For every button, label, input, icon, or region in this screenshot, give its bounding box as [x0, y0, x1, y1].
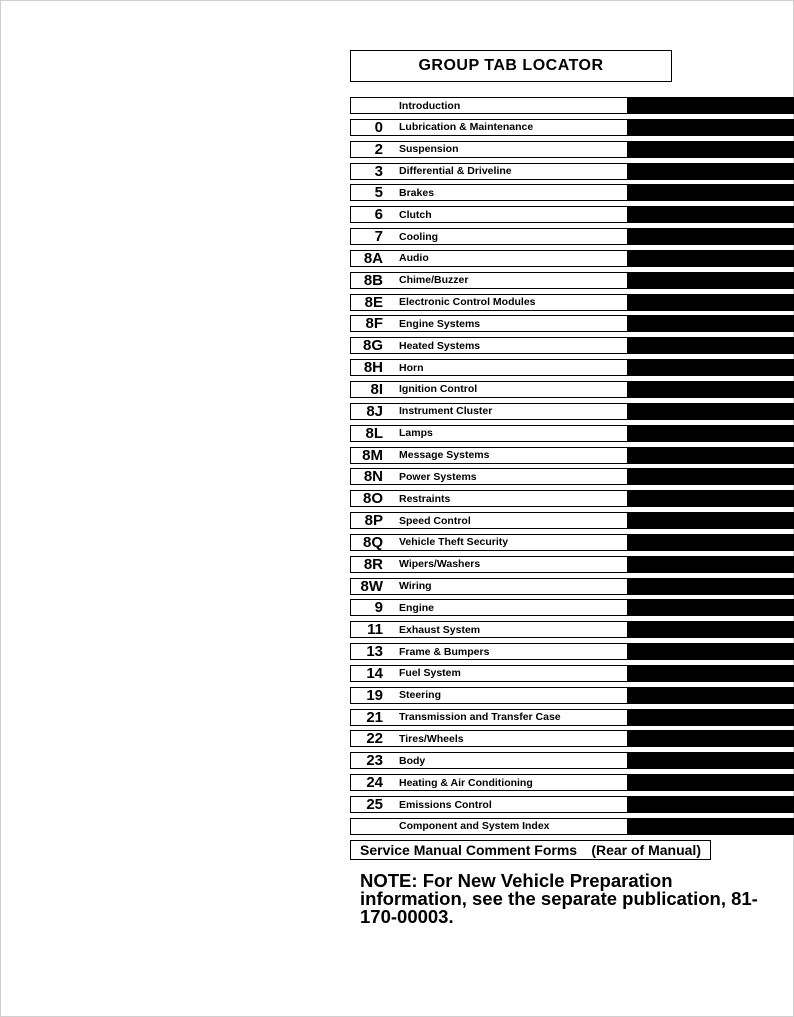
preparation-note: NOTE: For New Vehicle Preparation information, see the separate publication, 81-170-00003. — [360, 870, 758, 927]
group-tab-label-box[interactable] — [350, 294, 628, 311]
group-tab-row[interactable] — [350, 228, 794, 245]
group-tab-code: 22 — [366, 730, 383, 748]
group-tab-label: Brakes — [399, 186, 435, 199]
group-tab-row[interactable] — [350, 621, 794, 638]
page-title — [350, 50, 672, 82]
group-tab-label: Tires/Wheels — [399, 732, 464, 745]
group-tab-edge-marker — [628, 315, 794, 332]
group-tab-label: Component and System Index — [399, 820, 550, 833]
group-tab-label-box[interactable] — [350, 337, 628, 354]
group-tab-edge-marker — [628, 534, 794, 551]
group-tab-edge-marker — [628, 730, 794, 747]
group-tab-row[interactable] — [350, 184, 794, 201]
group-tab-row[interactable] — [350, 272, 794, 289]
group-tab-label: Steering — [399, 689, 442, 702]
group-tab-list — [350, 97, 794, 840]
group-tab-label-box[interactable] — [350, 818, 628, 835]
group-tab-label-box[interactable] — [350, 621, 628, 638]
group-tab-edge-marker — [628, 119, 794, 136]
group-tab-code: 6 — [374, 206, 383, 224]
group-tab-edge-marker — [628, 665, 794, 682]
group-tab-row[interactable] — [350, 206, 794, 223]
group-tab-row[interactable] — [350, 643, 794, 660]
group-tab-row[interactable] — [350, 250, 794, 267]
group-tab-label-box[interactable] — [350, 425, 628, 442]
group-tab-label-box[interactable] — [350, 228, 628, 245]
group-tab-edge-marker — [628, 709, 794, 726]
group-tab-row[interactable] — [350, 447, 794, 464]
group-tab-label: Instrument Cluster — [399, 405, 493, 418]
group-tab-code: 8M — [362, 446, 383, 464]
group-tab-label: Exhaust System — [399, 623, 481, 636]
group-tab-code: 9 — [374, 599, 383, 617]
group-tab-code: 24 — [366, 774, 383, 792]
group-tab-edge-marker — [628, 599, 794, 616]
group-tab-label-box[interactable] — [350, 599, 628, 616]
group-tab-label: Suspension — [399, 143, 459, 156]
group-tab-row[interactable] — [350, 119, 794, 136]
group-tab-label: Wiring — [399, 580, 432, 593]
group-tab-code: 7 — [374, 228, 383, 246]
group-tab-label-box[interactable] — [350, 752, 628, 769]
group-tab-label-box[interactable] — [350, 512, 628, 529]
group-tab-code: 5 — [374, 184, 383, 202]
group-tab-label-box[interactable] — [350, 381, 628, 398]
group-tab-edge-marker — [628, 206, 794, 223]
group-tab-label: Message Systems — [399, 449, 490, 461]
group-tab-label: Engine — [399, 601, 435, 614]
group-tab-edge-marker — [628, 163, 794, 180]
group-tab-code: 14 — [366, 664, 383, 682]
group-tab-row[interactable] — [350, 665, 794, 682]
group-tab-label-box[interactable] — [350, 556, 628, 573]
group-tab-edge-marker — [628, 774, 794, 791]
group-tab-label-box[interactable] — [350, 163, 628, 180]
group-tab-code: 8B — [363, 271, 383, 289]
group-tab-row[interactable] — [350, 359, 794, 376]
group-tab-label: Ignition Control — [399, 383, 478, 396]
group-tab-edge-marker — [628, 796, 794, 813]
group-tab-row[interactable] — [350, 534, 794, 551]
group-tab-label: Power Systems — [399, 470, 477, 483]
group-tab-code: 8E — [364, 293, 383, 311]
group-tab-code: 8G — [362, 337, 383, 355]
group-tab-code: 3 — [374, 162, 383, 180]
group-tab-edge-marker — [628, 403, 794, 420]
group-tab-row[interactable] — [350, 687, 794, 704]
page-title-text: GROUP TAB LOCATOR — [418, 57, 604, 74]
group-tab-label-box[interactable] — [350, 97, 628, 114]
group-tab-row[interactable] — [350, 141, 794, 158]
group-tab-code: 8I — [370, 380, 383, 398]
group-tab-label: Frame & Bumpers — [399, 645, 490, 658]
group-tab-row[interactable] — [350, 730, 794, 747]
group-tab-label: Engine Systems — [399, 317, 481, 330]
group-tab-code: 8W — [360, 577, 383, 595]
group-tab-label-box[interactable] — [350, 447, 628, 464]
group-tab-edge-marker — [628, 294, 794, 311]
group-tab-label-box[interactable] — [350, 665, 628, 682]
group-tab-label: Body — [399, 754, 426, 767]
group-tab-label-box[interactable] — [350, 578, 628, 595]
group-tab-label-box[interactable] — [350, 206, 628, 223]
group-tab-row[interactable] — [350, 709, 794, 726]
group-tab-code: 8N — [363, 468, 383, 486]
group-tab-edge-marker — [628, 687, 794, 704]
group-tab-code: 13 — [366, 643, 383, 661]
group-tab-label: Emissions Control — [399, 798, 492, 811]
group-tab-label: Cooling — [399, 230, 439, 243]
group-tab-label-box[interactable] — [350, 250, 628, 267]
group-tab-edge-marker — [628, 578, 794, 595]
group-tab-label: Vehicle Theft Security — [399, 536, 509, 549]
group-tab-label-box[interactable] — [350, 359, 628, 376]
comment-forms-box[interactable] — [350, 840, 711, 860]
group-tab-code: 8J — [366, 402, 383, 420]
group-tab-row[interactable] — [350, 752, 794, 769]
group-tab-code: 21 — [366, 708, 383, 726]
group-tab-label-box[interactable] — [350, 315, 628, 332]
group-tab-label: Electronic Control Modules — [399, 296, 536, 309]
group-tab-label-box[interactable] — [350, 730, 628, 747]
group-tab-code: 23 — [366, 752, 383, 770]
group-tab-label: Audio — [399, 252, 429, 265]
group-tab-row[interactable] — [350, 403, 794, 420]
group-tab-edge-marker — [628, 490, 794, 507]
group-tab-label: Heating & Air Conditioning — [399, 776, 533, 789]
group-tab-label: Lubrication & Maintenance — [399, 121, 534, 134]
group-tab-row[interactable] — [350, 425, 794, 442]
group-tab-row[interactable] — [350, 337, 794, 354]
group-tab-label: Clutch — [399, 208, 432, 221]
group-tab-edge-marker — [628, 556, 794, 573]
group-tab-edge-marker — [628, 97, 794, 114]
group-tab-row[interactable] — [350, 294, 794, 311]
group-tab-label-box[interactable] — [350, 687, 628, 704]
group-tab-code: 11 — [367, 621, 383, 639]
group-tab-edge-marker — [628, 425, 794, 442]
group-tab-label: Chime/Buzzer — [399, 274, 469, 287]
group-tab-label-box[interactable] — [350, 534, 628, 551]
group-tab-edge-marker — [628, 468, 794, 485]
group-tab-edge-marker — [628, 447, 794, 464]
group-tab-label-box[interactable] — [350, 774, 628, 791]
group-tab-row[interactable] — [350, 796, 794, 813]
group-tab-edge-marker — [628, 250, 794, 267]
group-tab-row[interactable] — [350, 315, 794, 332]
group-tab-row[interactable] — [350, 512, 794, 529]
group-tab-code: 2 — [374, 140, 383, 158]
group-tab-edge-marker — [628, 381, 794, 398]
group-tab-label-box[interactable] — [350, 468, 628, 485]
group-tab-label-box[interactable] — [350, 796, 628, 813]
group-tab-edge-marker — [628, 512, 794, 529]
group-tab-edge-marker — [628, 184, 794, 201]
group-tab-row[interactable] — [350, 556, 794, 573]
group-tab-label-box[interactable] — [350, 184, 628, 201]
group-tab-label: Horn — [399, 361, 424, 374]
group-tab-edge-marker — [628, 621, 794, 638]
group-tab-label: Speed Control — [399, 514, 471, 527]
group-tab-code: 8A — [363, 249, 383, 267]
group-tab-code: 25 — [366, 796, 383, 813]
group-tab-code: 19 — [366, 686, 383, 704]
group-tab-label-box[interactable] — [350, 643, 628, 660]
group-tab-code: 8O — [362, 490, 383, 508]
group-tab-row[interactable] — [350, 599, 794, 616]
group-tab-label-box[interactable] — [350, 490, 628, 507]
group-tab-label-box[interactable] — [350, 709, 628, 726]
comment-forms-location: (Rear of Manual) — [591, 842, 701, 858]
group-tab-label: Fuel System — [399, 667, 461, 680]
group-tab-code: 0 — [374, 118, 383, 136]
comment-forms-label: Service Manual Comment Forms — [360, 842, 578, 858]
group-tab-label: Lamps — [399, 427, 433, 440]
group-tab-code: 8Q — [362, 533, 383, 551]
group-tab-code: 8F — [365, 315, 383, 333]
group-tab-label: Differential & Driveline — [399, 165, 512, 178]
group-tab-code: 8P — [364, 512, 383, 530]
group-tab-edge-marker — [628, 752, 794, 769]
group-tab-code: 8H — [363, 359, 383, 377]
group-tab-label: Transmission and Transfer Case — [399, 711, 561, 724]
group-tab-code: 8L — [365, 424, 383, 442]
group-tab-label: Wipers/Washers — [399, 558, 481, 571]
group-tab-label: Introduction — [399, 99, 461, 112]
group-tab-edge-marker — [628, 337, 794, 354]
group-tab-row[interactable] — [350, 774, 794, 791]
group-tab-row[interactable] — [350, 578, 794, 595]
group-tab-row[interactable] — [350, 381, 794, 398]
group-tab-edge-marker — [628, 272, 794, 289]
group-tab-row[interactable] — [350, 97, 794, 114]
group-tab-label-box[interactable] — [350, 272, 628, 289]
group-tab-edge-marker — [628, 818, 794, 835]
group-tab-label: Heated Systems — [399, 339, 481, 352]
group-tab-code: 8R — [363, 555, 383, 573]
group-tab-row[interactable] — [350, 490, 794, 507]
group-tab-label-box[interactable] — [350, 141, 628, 158]
group-tab-label-box[interactable] — [350, 119, 628, 136]
group-tab-label: Restraints — [399, 492, 451, 505]
group-tab-edge-marker — [628, 643, 794, 660]
group-tab-edge-marker — [628, 359, 794, 376]
group-tab-edge-marker — [628, 141, 794, 158]
group-tab-edge-marker — [628, 228, 794, 245]
group-tab-label-box[interactable] — [350, 403, 628, 420]
group-tab-row[interactable] — [350, 163, 794, 180]
group-tab-row[interactable] — [350, 468, 794, 485]
group-tab-row[interactable] — [350, 818, 794, 835]
